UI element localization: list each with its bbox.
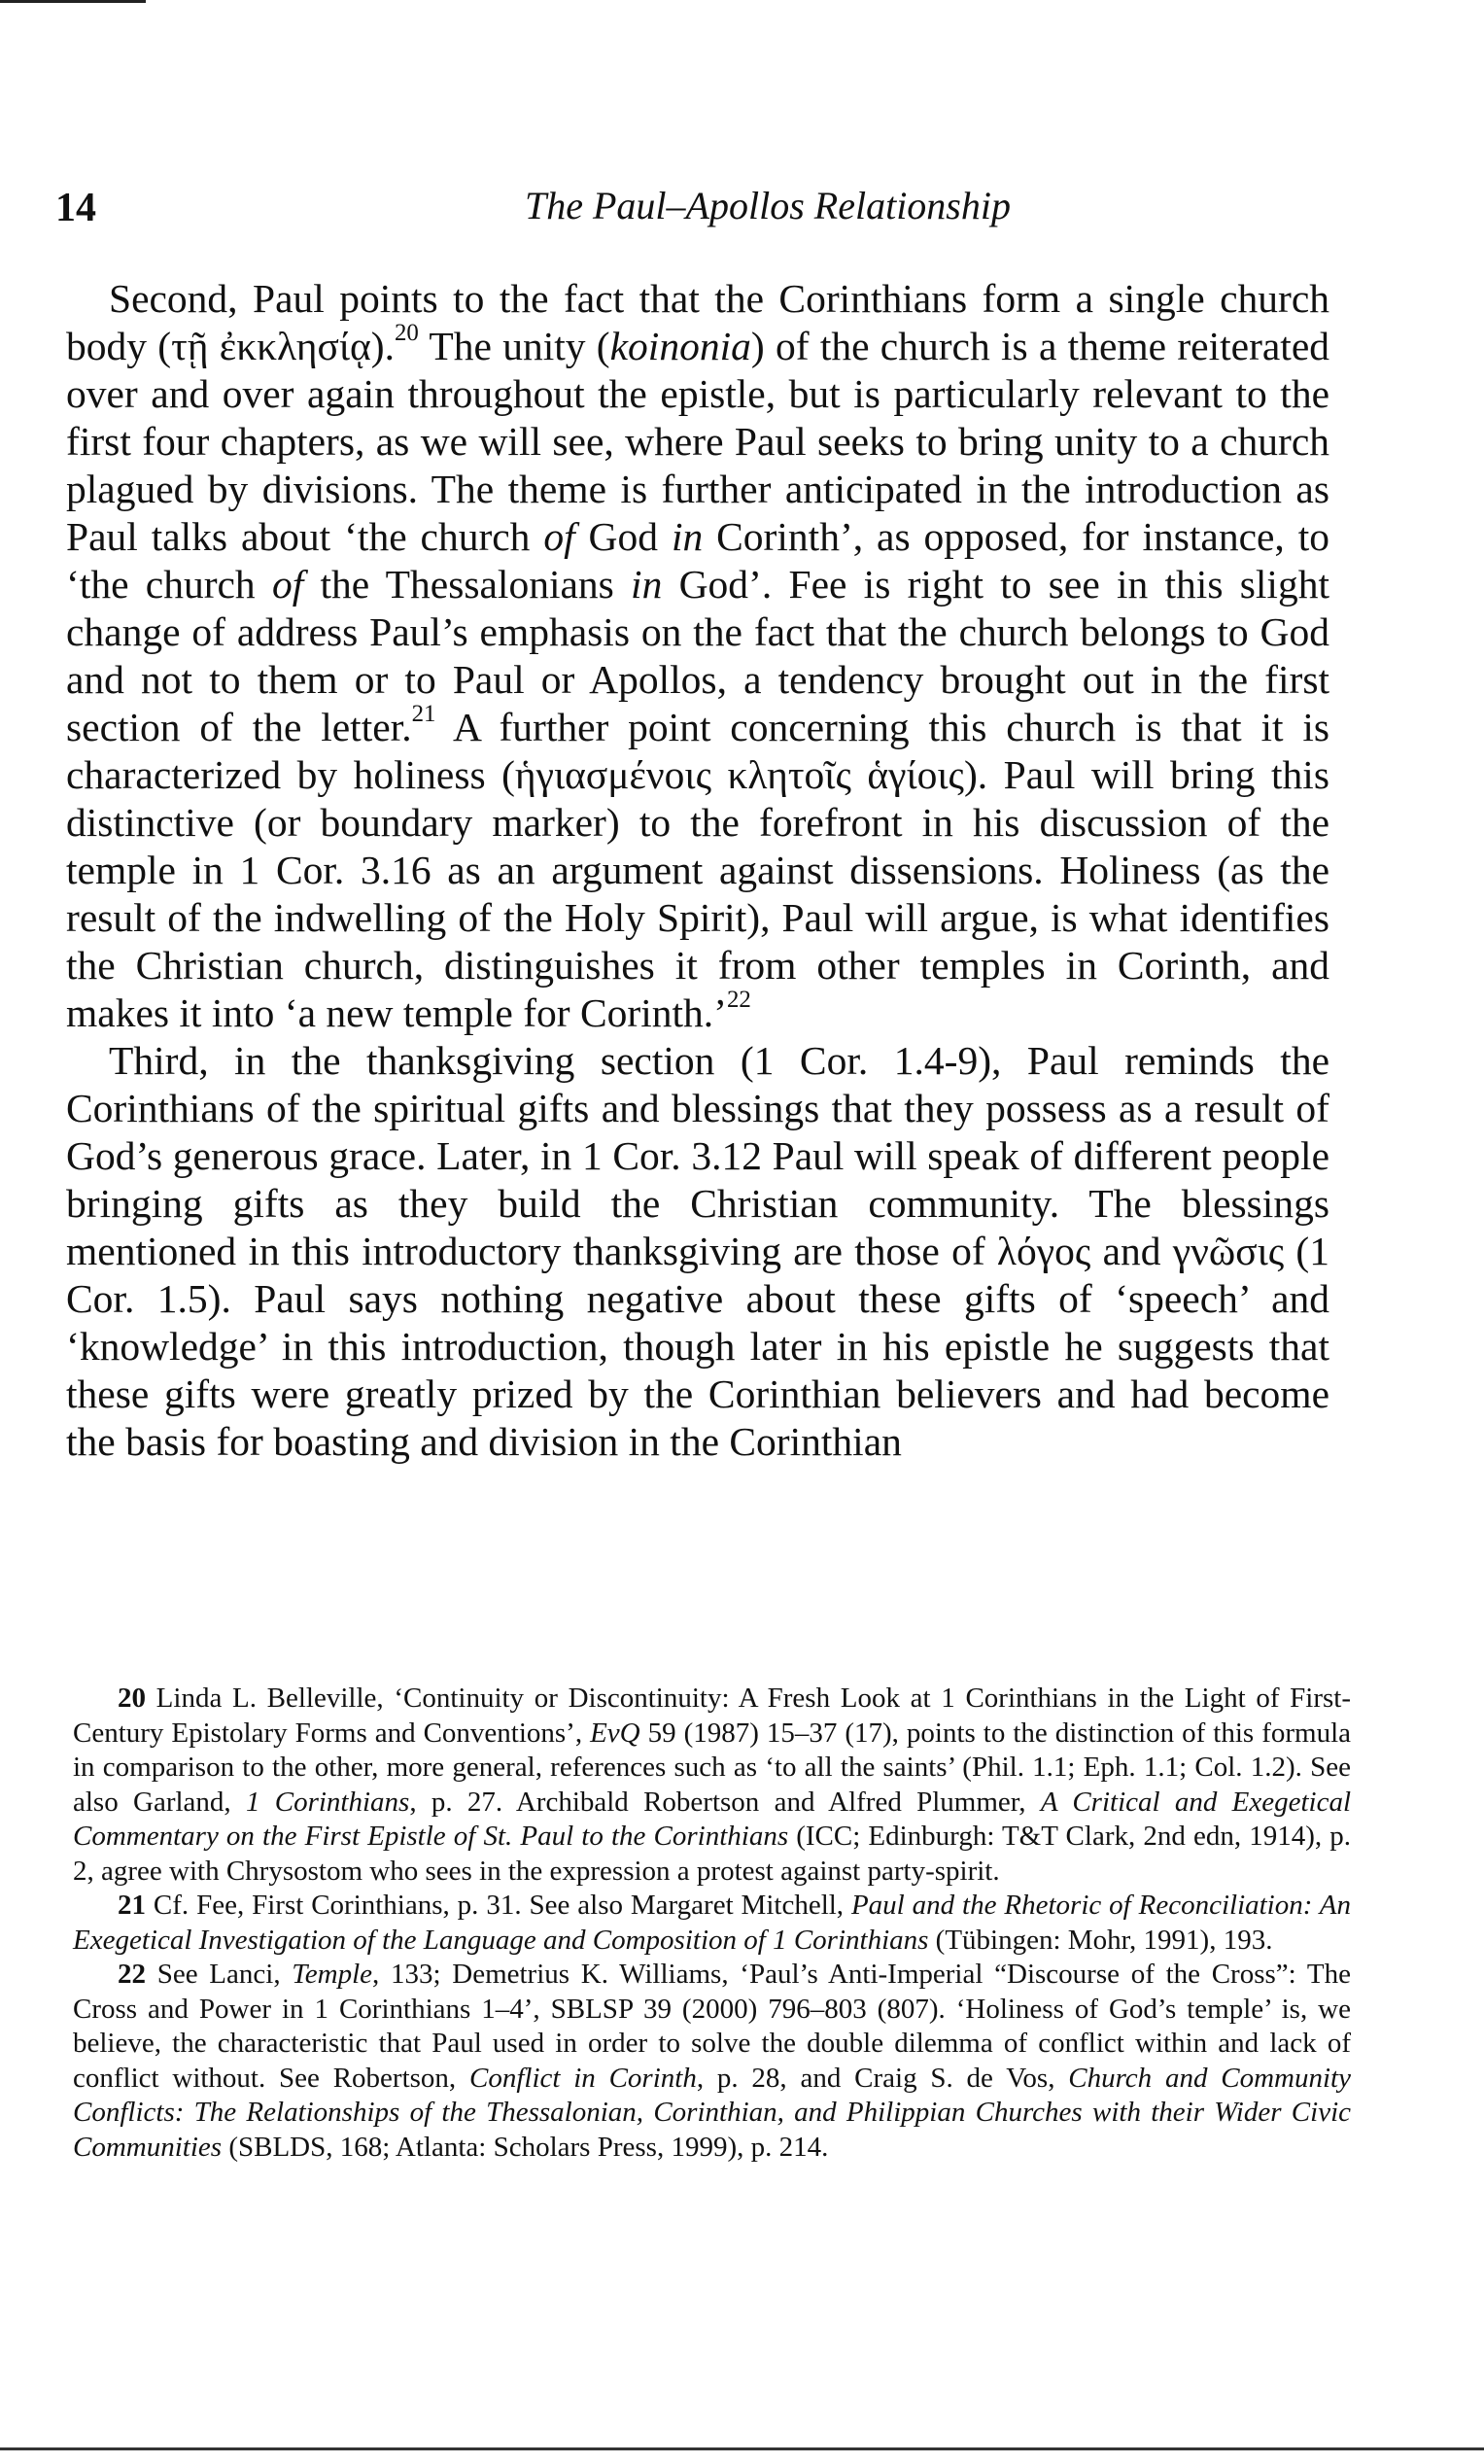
text-run: (ICC; Edinburgh: T&T Clark, 2nd edn, 1914), p. 2, agree with Chrysostom who sees in the expression a protest against party-spirit. [73,1821,1351,1887]
footnote-number: 22 [118,1959,146,1990]
text-run: Third, in the thanksgiving section (1 Cor. 1.4-9), Paul reminds the Corinthians of the spiritual gifts and blessings that they possess as a result of God’s generous grace. Later, in 1 Cor. 3.12 Paul will speak of different people bringing gifts as they build the Christian community. The blessings mentioned in this introductory thanksgiving are those of [66,1038,1329,1273]
text-run: ). Paul will bring this distinctive (or boundary marker) to the forefront in his discussion of the temple in 1 Cor. 3.16 as an argument against dissensions. Holiness (as the result of the indwelling of the Holy Spirit), Paul will argue, is what identifies the Christian church, distinguishes it from other temples in Corinth, and makes it into ‘a new temple for Corinth.’ [66,752,1329,1035]
italic-term: of [543,514,575,559]
italic-term: koinonia [609,324,751,368]
text-run: The unity ( [418,324,610,368]
footnote-ref-21: 21 [411,701,436,728]
footnote-21 [73,1889,1351,1958]
footnote-ref-20: 20 [394,320,419,347]
text-run: , p. 28, and Craig S. de Vos, [696,2062,1069,2094]
italic-title: Conflict in Corinth [468,2062,697,2094]
footnote-number: 20 [118,1683,146,1714]
running-title: The Paul–Apollos Relationship [525,184,1011,227]
text-run: Second, Paul points to the fact that the Corinthians form a single church body ( [66,276,1329,368]
text-run: , p. 27. Archibald Robertson and Alfred Plummer, [409,1786,1041,1818]
text-run: the Thessalonians [303,562,632,607]
footnote-22 [73,1958,1351,2165]
text-run: A further point concerning this church is that it is characterized by holiness ( [66,705,1329,797]
italic-title: 1 Corinthians [245,1786,410,1818]
footnote-20 [73,1682,1351,1889]
italic-title: Temple [292,1959,373,1990]
top-rule [0,0,146,3]
italic-title: Church and Community Conflicts: The Relationships of the Thessalonian, Corinthian, and Philippian Churches with their Wider Civic Communities [73,2062,1351,2163]
greek-term: γνῶσις [1172,1229,1285,1273]
text-run: (1 Cor. 1.5). Paul says nothing negative about these gifts of ‘speech’ and ‘knowledge’ in this introduction, though later in his epistle he suggests that these gifts were greatly prized by the Corinthian believers and had become the basis for boasting and division in the Corinthian [66,1229,1330,1464]
italic-term: of [271,562,304,607]
text-run: Corinth’, as opposed, for instance, to ‘the church [66,514,1329,607]
text-run: Cf. Fee, First Corinthians, p. 31. See also Margaret Mitchell, [146,1890,851,1921]
text-run: God [574,514,672,559]
text-run: God’. Fee is right to see in this slight change of address Paul’s emphasis on the fact that the church belongs to God and not to them or to Paul or Apollos, a tendency brought out in the first section of the letter. [66,562,1329,749]
text-run: (Tübingen: Mohr, 1991), 193. [928,1924,1273,1956]
text-run: ) of the church is a theme reiterated over and over again throughout the epistle, but is particularly relevant to the first four chapters, as we will see, where Paul seeks to bring unity to a church plagued by divisions. The theme is further anticipated in the introduction as Paul talks about ‘the church [66,324,1330,559]
text-run: See Lanci, [146,1959,293,1990]
paragraph-2 [66,1037,1329,1466]
greek-term: ἡγιασμένοις κλητοῖς ἁγίοις [514,752,964,797]
italic-term: in [631,562,663,607]
main-text [66,275,1329,1466]
greek-term: τῇ ἐκκλησίᾳ [171,324,371,368]
paragraph-1 [66,275,1329,1037]
text-run: ). [370,324,395,368]
footnote-number: 21 [118,1890,146,1921]
text-run: Linda L. Belleville, ‘Continuity or Discontinuity: A Fresh Look at 1 Corinthians in the Light of First-Century Epistolary Forms and Conventions’, [73,1683,1351,1749]
text-run: and [1090,1229,1173,1273]
bottom-rule [0,2447,1484,2450]
text-run: 59 (1987) 15–37 (17), points to the distinction of this formula in comparison to the other, more general, references such as ‘to all the saints’ (Phil. 1.1; Eph. 1.1; Col. 1.2). See also Garland, [73,1717,1351,1818]
footnotes [73,1682,1351,2165]
italic-term: in [671,514,704,559]
italic-title: A Critical and Exegetical Commentary on the First Epistle of St. Paul to the Corinthians [73,1786,1351,1852]
footnote-ref-22: 22 [726,987,751,1014]
italic-title: Paul and the Rhetoric of Reconciliation: An Exegetical Investigation of the Language and Composition of 1 Corinthians [73,1890,1351,1956]
page-number: 14 [55,186,96,230]
italic-title: EvQ [590,1717,640,1749]
text-run: , 133; Demetrius K. Williams, ‘Paul’s Anti-Imperial “Discourse of the Cross”: The Cross and Power in 1 Corinthians 1–4’, SBLSP 39 (2000) 796–803 (807). ‘Holiness of God’s temple’ is, we believe, the characteristic that Paul used in order to solve the double dilemma of conflict within and lack of conflict without. See Robertson, [73,1959,1351,2094]
greek-term: λόγος [996,1229,1091,1273]
text-run: (SBLDS, 168; Atlanta: Scholars Press, 1999), p. 214. [222,2131,829,2163]
